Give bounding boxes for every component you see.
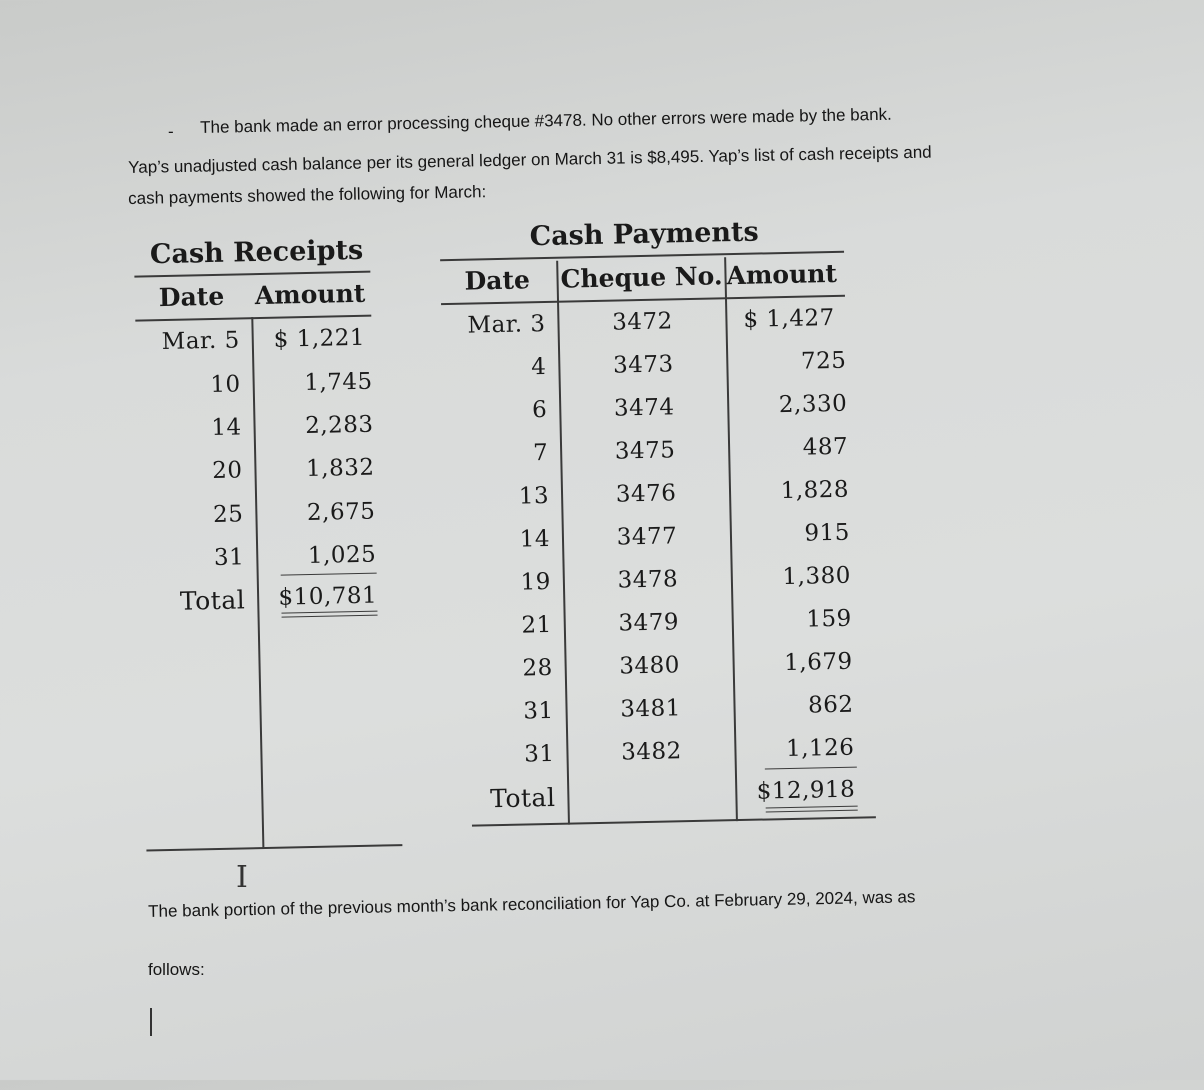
payments-bottom-rule <box>472 816 876 826</box>
payments-date: 4 <box>530 353 547 381</box>
receipts-amount: $ 1,221 <box>273 324 366 353</box>
receipts-amount: 2,675 <box>306 498 376 527</box>
paragraph-previous-reconciliation-cont: follows: <box>148 960 205 979</box>
payments-cheque: 3482 <box>620 738 683 766</box>
payments-total-underline-1 <box>766 806 858 809</box>
payments-cheque: 3472 <box>611 308 673 336</box>
payments-header-rule <box>441 295 845 305</box>
receipts-title-rule <box>134 271 370 278</box>
payments-date: 6 <box>531 396 548 424</box>
payments-cheque: 3481 <box>620 695 682 723</box>
payments-amount: 1,828 <box>780 476 850 505</box>
receipts-date: 10 <box>210 371 241 399</box>
payments-cheque: 3475 <box>614 437 676 465</box>
receipts-amount: 1,025 <box>307 541 377 570</box>
payments-date: 7 <box>532 439 549 467</box>
payments-cheque: 3476 <box>615 480 677 508</box>
paragraph-ledger-line1: Yap’s unadjusted cash balance per its general ledger on March 31 is $8,495. Yap’s list of cash receipts and <box>128 142 932 177</box>
receipts-total-rule-top <box>281 573 377 576</box>
payments-date: 13 <box>518 482 550 510</box>
payments-total-amount: $12,918 <box>756 776 856 805</box>
cash-receipts-title: Cash Receipts <box>149 234 364 271</box>
payments-amount: 1,126 <box>785 734 855 763</box>
receipts-total-underline-1 <box>281 611 377 614</box>
receipts-date: 14 <box>211 414 242 442</box>
receipts-date: 25 <box>212 501 244 528</box>
paragraph-ledger-line2: cash payments showed the following for March: <box>128 182 487 208</box>
receipts-bottom-rule <box>146 844 402 851</box>
payments-amount: 159 <box>806 605 852 633</box>
receipts-date: 20 <box>211 457 243 485</box>
payments-date: 31 <box>523 697 554 725</box>
bullet-dash: - <box>168 122 174 141</box>
payments-cheque: 3474 <box>613 394 675 422</box>
receipts-amount: 1,745 <box>304 368 373 397</box>
payments-header-cheque: Cheque No. <box>560 261 723 294</box>
receipts-header-date: Date <box>158 281 225 313</box>
receipts-total-label: Total <box>179 585 246 616</box>
receipts-total-amount: $10,781 <box>278 582 378 611</box>
payments-date: 21 <box>521 611 553 639</box>
payments-date: 31 <box>523 740 555 768</box>
text-cursor-ibeam-icon: I <box>236 860 248 895</box>
payments-amount: 915 <box>804 519 851 547</box>
payments-date: Mar. 3 <box>467 311 546 339</box>
text-insertion-caret[interactable] <box>150 1008 152 1036</box>
receipts-total-underline-2 <box>282 615 378 618</box>
payments-total-underline-2 <box>766 810 858 813</box>
receipts-header-amount: Amount <box>254 278 366 311</box>
receipts-date: Mar. 5 <box>161 327 241 356</box>
payments-total-rule-top <box>765 767 857 770</box>
cash-payments-title: Cash Payments <box>529 216 759 253</box>
paragraph-previous-reconciliation: The bank portion of the previous month’s bank reconciliation for Yap Co. at February 29, 2024, was as <box>148 887 916 921</box>
payments-date: 19 <box>520 568 552 596</box>
payments-amount: 1,380 <box>782 562 852 591</box>
payments-amount: 487 <box>802 433 849 461</box>
payments-total-label: Total <box>489 782 556 814</box>
payments-amount: 862 <box>807 691 854 719</box>
receipts-amount: 2,283 <box>304 411 374 440</box>
payments-amount: 725 <box>800 347 847 375</box>
payments-cheque: 3480 <box>619 652 681 680</box>
payments-cheque: 3479 <box>618 609 680 637</box>
payments-amount: 2,330 <box>778 390 848 419</box>
payments-date: 14 <box>519 525 551 553</box>
paragraph-bank-error: The bank made an error processing cheque #3478. No other errors were made by the bank. <box>200 104 892 137</box>
payments-cheque: 3477 <box>616 523 678 551</box>
payments-header-date: Date <box>464 265 531 296</box>
receipts-amount: 1,832 <box>305 454 375 483</box>
payments-amount: 1,679 <box>784 648 853 677</box>
payments-amount: $ 1,427 <box>743 304 835 333</box>
payments-date: 28 <box>522 654 553 682</box>
payments-header-amount: Amount <box>726 258 838 291</box>
payments-cheque: 3478 <box>617 566 679 594</box>
payments-cheque: 3473 <box>612 351 674 379</box>
receipts-date: 31 <box>213 544 245 571</box>
